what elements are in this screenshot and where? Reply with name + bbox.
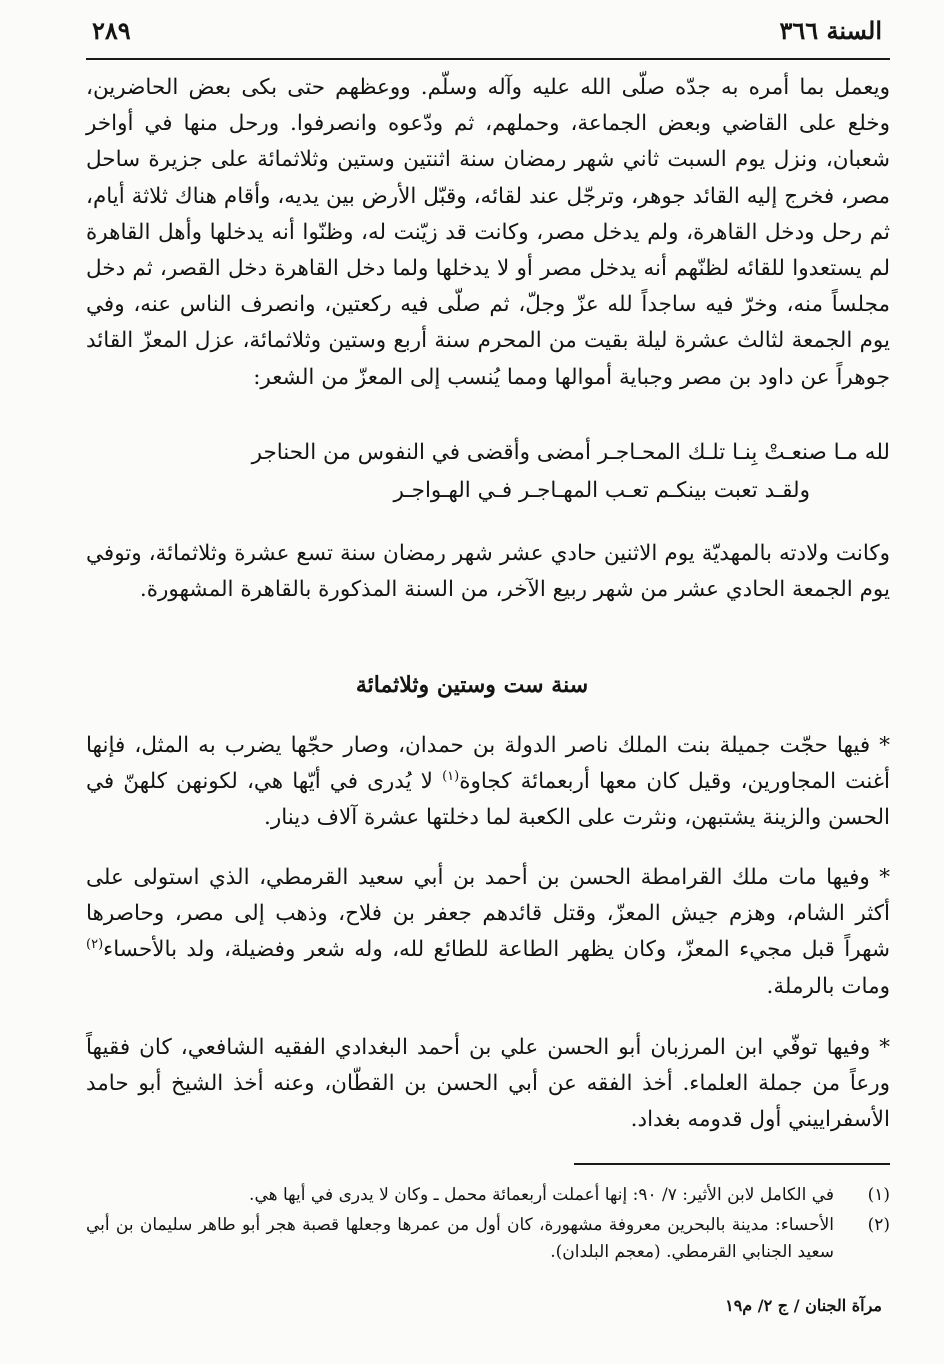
running-head-year: السنة ٣٦٦ xyxy=(779,16,882,45)
footnote-marker-2[interactable]: (٢) xyxy=(86,937,104,953)
footnote-divider xyxy=(574,1163,890,1165)
paragraph-jamila-hajj xyxy=(86,728,890,837)
footnote-text: الأحساء: مدينة بالبحرين معروفة مشهورة، كان أول من عمرها وجعلها قصبة هجر أبو طاهر سليمان بن أبي سعيد الجنابي القرمطي. (معجم البلدان). xyxy=(86,1215,834,1262)
paragraph-birth-death: وكانت ولادته بالمهديّة يوم الاثنين حادي عشر شهر رمضان سنة تسع عشرة وثلاثمائة، وتوفي يوم الجمعة الحادي عشر من شهر ربيع الآخر، من السنة المذكورة بالقاهرة المشهورة. xyxy=(86,541,890,603)
paragraph-ibn-marzuban: * وفيها توفّي ابن المرزبان أبو الحسن علي بن أحمد البغدادي الفقيه الشافعي، كان فقيهاً ورعاً من جملة العلماء. أخذ الفقه عن أبي الحسن بن القطّان، وعنه أخذ الشيخ أبو حامد الأسفراييني أول قدومه بغداد. xyxy=(86,1035,890,1133)
poem-line-2: ولقـد تعبت بينكـم تعـب المهـاجـر فـي الهـواجـر xyxy=(393,478,810,503)
paragraph-qarmatian-king xyxy=(86,860,890,1005)
footnote-1 xyxy=(86,1182,890,1209)
header-divider xyxy=(86,58,890,60)
paragraph-text-cont: لا يُدرى في أيّها هي، لكونهن كلهنّ في الحسن والزينة يشتبهن، ونثرت على الكعبة لما دخلتها عشرة آلاف دينار. xyxy=(86,769,890,831)
section-heading-year-366: سنة ست وستين وثلاثمائة xyxy=(355,672,589,698)
paragraph-text: * فيها حجّت جميلة بنت الملك ناصر الدولة بن حمدان، وصار حجّها يضرب به المثل، فإنها أغنت المجاورين، وقيل كان معها أربعمائة كجاوة xyxy=(86,733,890,795)
footnote-marker-1[interactable]: (١) xyxy=(442,769,460,785)
signature-mark: مرآة الجنان / ج ٢/ م١٩ xyxy=(725,1296,882,1315)
paragraph-mu-izz-entry: ويعمل بما أمره به جدّه صلّى الله عليه وآله وسلّم. ووعظهم حتى بكى بعض الحاضرين، وخلع على القاضي وبعض الجماعة، وحملهم، ثم ودّعوه وانصرفوا. ورحل منها في أواخر شعبان، ونزل يوم السبت ثاني شهر رمضان سنة اثنتين وستين وثلاثمائة على جزيرة ساحل مصر، فخرج إليه القائد جوهر، وترجّل عند لقائه، وقبّل الأرض بين يديه، وأقام هناك ثلاثة أيام، ثم رحل ودخل القاهرة، ولم يدخل مصر، وكانت قد زيّنت له، وظنّوا أنه يدخلها وأهل القاهرة لم يستعدوا للقائه لظنّهم أنه يدخل مصر أو لا يدخلها ولما دخل القاهرة دخل القصر، ثم دخل مجلساً منه، وخرّ فيه ساجداً لله عزّ وجلّ، ثم صلّى فيه ركعتين، وانصرف الناس عنه، وفي يوم الجمعة لثالث عشرة ليلة بقيت من المحرم سنة أربع وستين وثلاثمائة، عزل المعزّ القائد جوهراً عن داود بن مصر وجباية أموالها ومما يُنسب إلى المعزّ من الشعر: xyxy=(86,75,890,390)
footnote-2 xyxy=(86,1212,890,1266)
paragraph-text-cont: ومات بالرملة. xyxy=(766,973,890,999)
footnote-number: (٢) xyxy=(867,1215,890,1235)
footnote-text: في الكامل لابن الأثير: ٧/ ٩٠: إنها أعملت أربعمائة محمل ـ وكان لا يدرى في أيها هي. xyxy=(249,1185,834,1205)
poem-line-1: لله مـا صنعـتْ بِنـا تلـك المحـاجـر أمضى وأقضى في النفوس من الحناجر xyxy=(251,440,890,465)
page-number: ٢٨٩ xyxy=(92,16,131,45)
footnote-number: (١) xyxy=(867,1185,890,1205)
paragraph-text: * وفيها مات ملك القرامطة الحسن بن أحمد بن أبي سعيد القرمطي، الذي استولى على أكثر الشام، وهزم جيش المعزّ، وقتل قائدهم جعفر بن فلاح، وذهب إلى مصر، وحاصرها شهراً قبل مجيء المعزّ، وكان يظهر الطاعة للطائع لله، وله شعر وفضيلة، ولد بالأحساء xyxy=(86,865,890,963)
